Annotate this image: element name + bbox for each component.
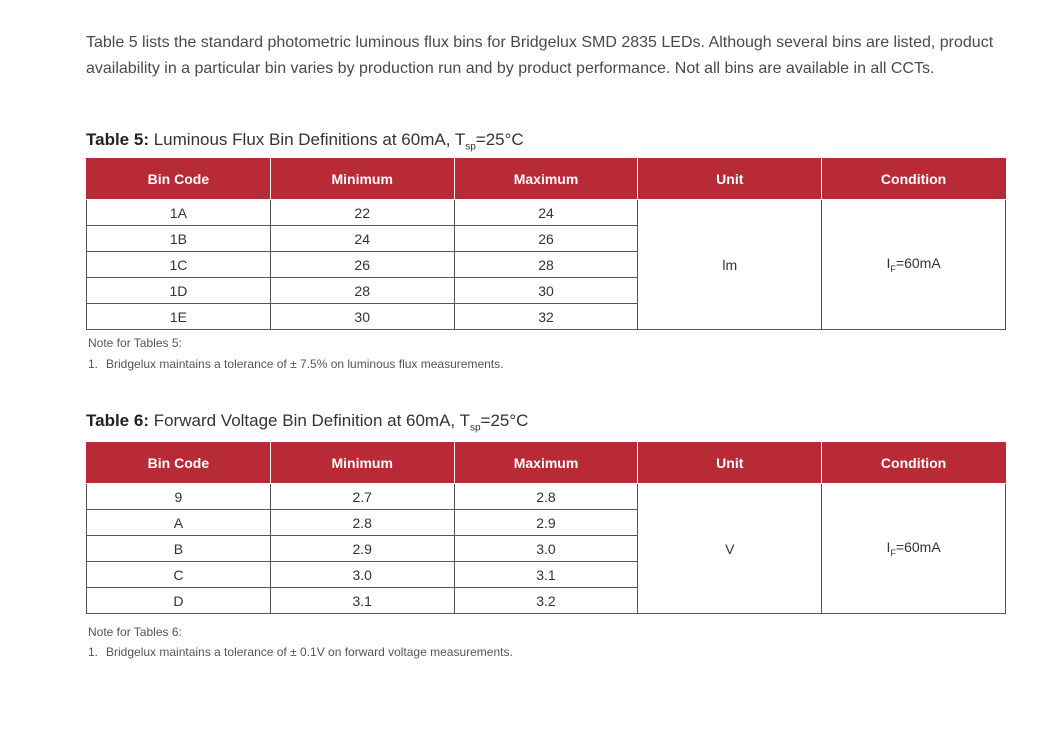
note-text: Bridgelux maintains a tolerance of ± 0.1V on forward voltage measurements. bbox=[106, 645, 513, 659]
maximum-cell: 2.8 bbox=[454, 484, 638, 510]
table5-caption-sub: sp bbox=[465, 141, 476, 153]
table5-header-bin-code: Bin Code bbox=[87, 159, 271, 200]
minimum-cell: 3.0 bbox=[270, 562, 454, 588]
table6 bbox=[86, 442, 1006, 614]
table6-unit-cell: V bbox=[638, 484, 822, 614]
bin-code-cell: 1E bbox=[87, 304, 271, 330]
table5-header-unit: Unit bbox=[638, 159, 822, 200]
table5-caption-label: Table 5: bbox=[86, 130, 149, 149]
table-row bbox=[87, 484, 1006, 510]
table5-caption bbox=[86, 130, 524, 152]
table6-caption-label: Table 6: bbox=[86, 411, 149, 430]
table6-header-minimum: Minimum bbox=[270, 443, 454, 484]
minimum-cell: 2.9 bbox=[270, 536, 454, 562]
maximum-cell: 30 bbox=[454, 278, 638, 304]
minimum-cell: 24 bbox=[270, 226, 454, 252]
bin-code-cell: C bbox=[87, 562, 271, 588]
note-text: Bridgelux maintains a tolerance of ± 7.5% on luminous flux measurements. bbox=[106, 357, 504, 371]
table5-header-row bbox=[87, 159, 1006, 200]
intro-paragraph: Table 5 lists the standard photometric luminous flux bins for Bridgelux SMD 2835 LEDs. Although several bins are listed, product availability in a particular bin varies by production run and by product performance. Not all bins are available in all CCTs. bbox=[86, 34, 994, 77]
table5-header-maximum: Maximum bbox=[454, 159, 638, 200]
condition-tail: =60mA bbox=[895, 539, 941, 556]
minimum-cell: 2.7 bbox=[270, 484, 454, 510]
bin-code-cell: 1A bbox=[87, 200, 271, 226]
table5-condition-cell bbox=[822, 200, 1006, 330]
condition-sub: F bbox=[890, 547, 896, 558]
condition-sub: F bbox=[890, 263, 896, 274]
table6-note-title: Note for Tables 6: bbox=[88, 625, 182, 639]
maximum-cell: 24 bbox=[454, 200, 638, 226]
minimum-cell: 28 bbox=[270, 278, 454, 304]
table6-caption-tail: =25°C bbox=[480, 411, 529, 430]
table6-note-item bbox=[88, 645, 513, 659]
condition-tail: =60mA bbox=[895, 255, 941, 272]
table5-note-item bbox=[88, 357, 503, 371]
table5-note-title: Note for Tables 5: bbox=[88, 336, 182, 350]
table-row bbox=[87, 200, 1006, 226]
table6-header-unit: Unit bbox=[638, 443, 822, 484]
maximum-cell: 2.9 bbox=[454, 510, 638, 536]
table6-caption bbox=[86, 411, 528, 433]
table6-header-row bbox=[87, 443, 1006, 484]
maximum-cell: 3.1 bbox=[454, 562, 638, 588]
table5 bbox=[86, 158, 1006, 330]
minimum-cell: 30 bbox=[270, 304, 454, 330]
table6-header-bin-code: Bin Code bbox=[87, 443, 271, 484]
minimum-cell: 22 bbox=[270, 200, 454, 226]
table6-caption-sub: sp bbox=[469, 422, 481, 434]
minimum-cell: 3.1 bbox=[270, 588, 454, 614]
bin-code-cell: 9 bbox=[87, 484, 271, 510]
maximum-cell: 26 bbox=[454, 226, 638, 252]
bin-code-cell: D bbox=[87, 588, 271, 614]
maximum-cell: 3.0 bbox=[454, 536, 638, 562]
bin-code-cell: 1D bbox=[87, 278, 271, 304]
condition-main: I bbox=[886, 255, 891, 272]
table6-header-maximum: Maximum bbox=[454, 443, 638, 484]
bin-code-cell: 1C bbox=[87, 252, 271, 278]
table5-header-minimum: Minimum bbox=[270, 159, 454, 200]
note-number: 1. bbox=[88, 357, 99, 371]
table5-header-condition: Condition bbox=[822, 159, 1006, 200]
table5-caption-tail: =25°C bbox=[475, 130, 524, 149]
bin-code-cell: B bbox=[87, 536, 271, 562]
bin-code-cell: A bbox=[87, 510, 271, 536]
minimum-cell: 2.8 bbox=[270, 510, 454, 536]
table6-header-condition: Condition bbox=[822, 443, 1006, 484]
condition-main: I bbox=[886, 539, 891, 556]
table6-caption-text: Forward Voltage Bin Definition at 60mA, T bbox=[153, 411, 470, 430]
table5-unit-cell: lm bbox=[638, 200, 822, 330]
minimum-cell: 26 bbox=[270, 252, 454, 278]
table6-condition-cell bbox=[822, 484, 1006, 614]
table5-caption-text: Luminous Flux Bin Definitions at 60mA, T bbox=[153, 130, 466, 149]
bin-code-cell: 1B bbox=[87, 226, 271, 252]
maximum-cell: 28 bbox=[454, 252, 638, 278]
maximum-cell: 32 bbox=[454, 304, 638, 330]
note-number: 1. bbox=[88, 645, 99, 659]
maximum-cell: 3.2 bbox=[454, 588, 638, 614]
